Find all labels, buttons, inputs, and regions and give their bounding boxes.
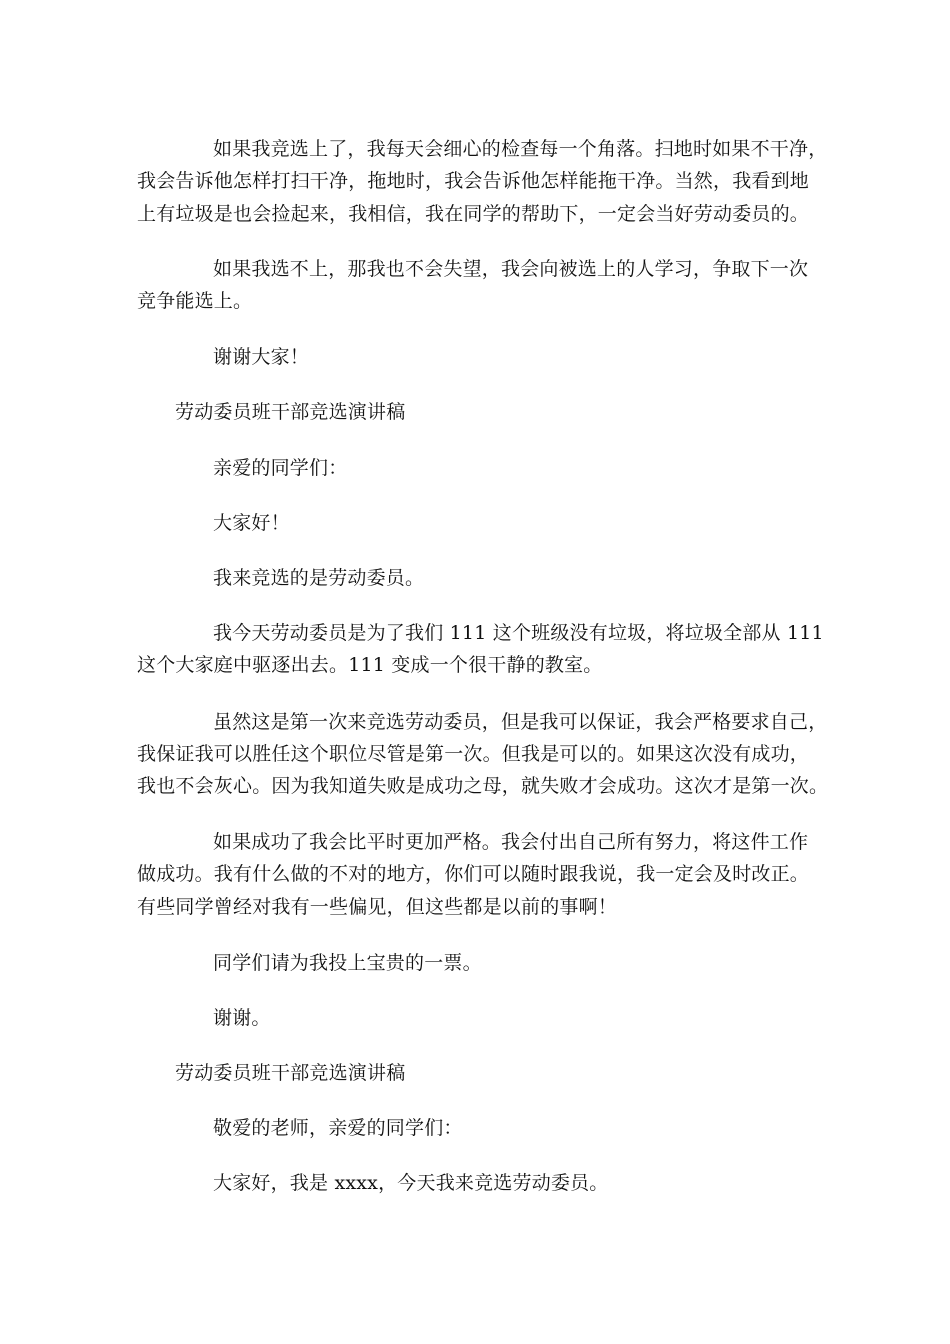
- paragraph-line: 大家好，我是 xxxx，今天我来竞选劳动委员。: [213, 1172, 609, 1194]
- paragraph-line: 上有垃圾是也会捡起来，我相信，我在同学的帮助下，一定会当好劳动委员的。: [137, 203, 810, 225]
- paragraph-line: 如果成功了我会比平时更加严格。我会付出自己所有努力，将这件工作: [213, 831, 809, 853]
- paragraph-line: 大家好！: [213, 512, 290, 534]
- paragraph-line: 有些同学曾经对我有一些偏见，但这些都是以前的事啊！: [137, 896, 618, 918]
- paragraph-line: 谢谢。: [213, 1007, 271, 1029]
- paragraph-line: 我也不会灰心。因为我知道失败是成功之母，就失败才会成功。这次才是第一次。: [137, 775, 829, 797]
- paragraph-line: 我保证我可以胜任这个职位尽管是第一次。但我是可以的。如果这次没有成功，: [137, 743, 810, 765]
- paragraph-line: 虽然这是第一次来竞选劳动委员，但是我可以保证，我会严格要求自己，: [213, 711, 828, 733]
- paragraph-line: 我会告诉他怎样打扫干净，拖地时，我会告诉他怎样能拖干净。当然，我看到地: [137, 170, 810, 192]
- paragraph-line: 如果我竞选上了，我每天会细心的检查每一个角落。扫地时如果不干净，: [213, 138, 828, 160]
- paragraph-line: 谢谢大家！: [213, 346, 310, 368]
- paragraph-line: 如果我选不上，那我也不会失望，我会向被选上的人学习，争取下一次: [213, 258, 809, 280]
- paragraph-line: 做成功。我有什么做的不对的地方，你们可以随时跟我说，我一定会及时改正。: [137, 863, 810, 885]
- paragraph-line: 竞争能选上。: [137, 290, 253, 312]
- paragraph-line: 这个大家庭中驱逐出去。111 变成一个很干静的教室。: [137, 654, 603, 676]
- paragraph-line: 我来竞选的是劳动委员。: [213, 567, 425, 589]
- paragraph-line: 敬爱的老师，亲爱的同学们：: [213, 1117, 463, 1139]
- paragraph-line: 同学们请为我投上宝贵的一票。: [213, 952, 482, 974]
- paragraph-line: 我今天劳动委员是为了我们 111 这个班级没有垃圾，将垃圾全部从 111: [213, 622, 824, 644]
- section-heading: 劳动委员班干部竞选演讲稿: [175, 401, 406, 423]
- section-heading: 劳动委员班干部竞选演讲稿: [175, 1062, 406, 1084]
- paragraph-line: 亲爱的同学们：: [213, 457, 348, 479]
